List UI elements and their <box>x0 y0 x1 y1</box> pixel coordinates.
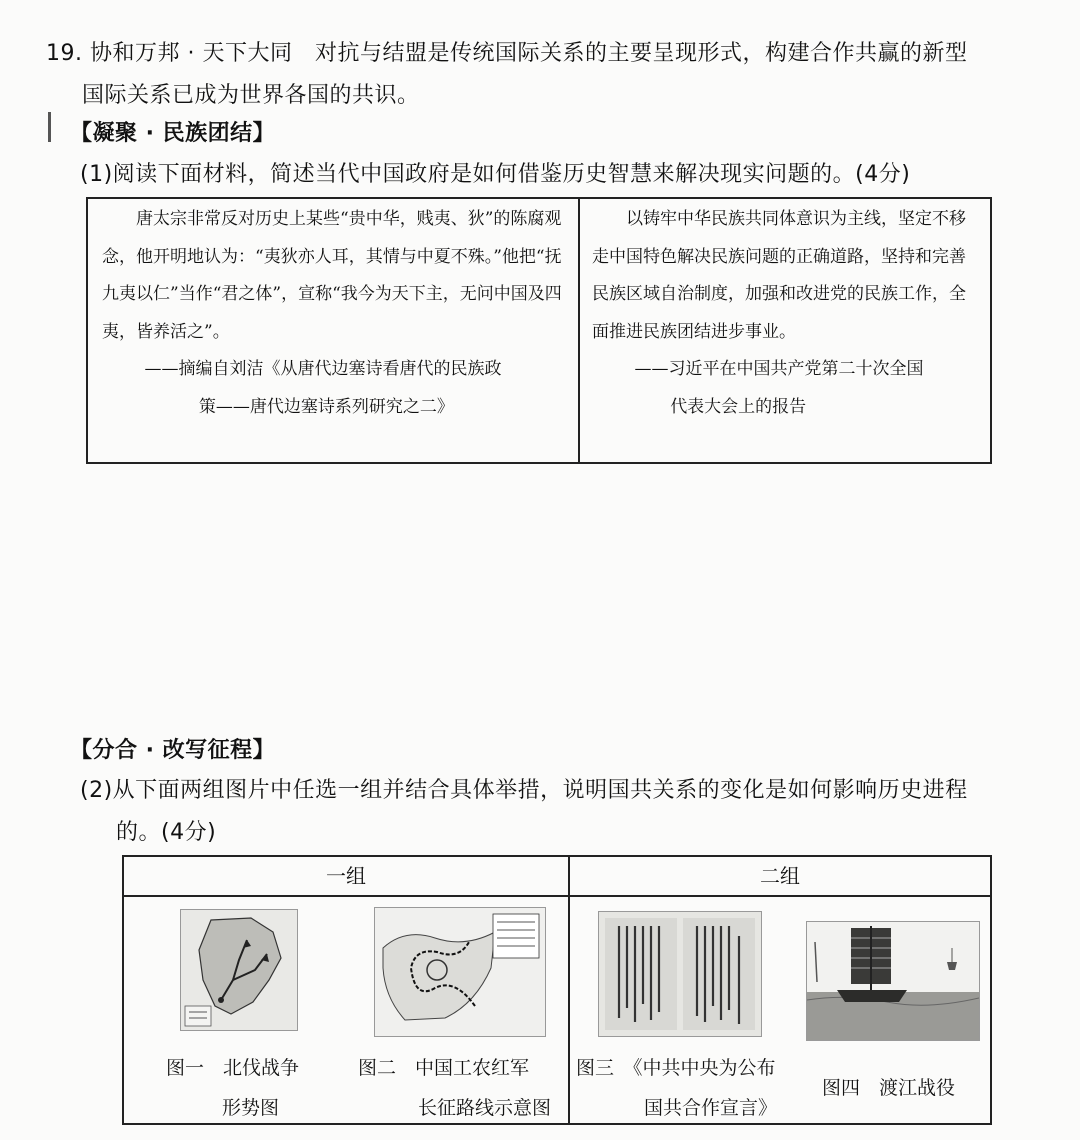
material-left-source-1: ——摘编自刘洁《从唐代边塞诗看唐代的民族政 <box>144 359 502 379</box>
material-right <box>592 199 982 462</box>
fig2-caption-2: 长征路线示意图 <box>418 1097 552 1119</box>
section1-prompt: (1)阅读下面材料，简述当代中国政府是如何借鉴历史智慧来解决现实问题的。(4分) <box>80 162 911 187</box>
material-divider <box>578 199 580 462</box>
question-title-line2: 国际关系已成为世界各国的共识。 <box>82 83 420 108</box>
fig4-photo-drawing <box>807 922 979 1040</box>
group2-label: 二组 <box>760 864 800 888</box>
fig4-caption: 图四 渡江战役 <box>822 1077 956 1099</box>
fig3-document-drawing <box>599 912 761 1036</box>
fig1-caption-2: 形势图 <box>222 1097 280 1119</box>
material-left <box>102 199 570 462</box>
fig3-caption-2: 国共合作宣言》 <box>644 1097 778 1119</box>
fig2-caption-1: 图二 中国工农红军 <box>358 1057 530 1079</box>
material-right-source-2: 代表大会上的报告 <box>670 396 807 417</box>
fig2-map-drawing <box>375 908 545 1036</box>
material-left-source-2: 策——唐代边塞诗系列研究之二》 <box>198 396 454 417</box>
group1-label: 一组 <box>326 864 366 888</box>
fig1-caption-1: 图一 北伐战争 <box>166 1057 300 1079</box>
section2-prompt-line1: (2)从下面两组图片中任选一组并结合具体举措，说明国共关系的变化是如何影响历史进程 <box>80 778 968 803</box>
fig3-document-image <box>598 911 762 1037</box>
material-left-text: 唐太宗非常反对历史上某些“贵中华，贱夷、狄”的陈腐观念，他开明地认为：“夷狄亦人耳，其情与中夏不殊。”他把“抚九夷以仁”当作“君之体”，宣称“我今为天下主，无问中国及四夷，皆养活之”。 <box>102 209 562 342</box>
material-right-source-1: ——习近平在中国共产党第二十次全国 <box>634 359 924 379</box>
section1-heading: 【凝聚 · 民族团结】 <box>70 121 276 146</box>
fig1-map-image <box>180 909 298 1031</box>
material-right-text: 以铸牢中华民族共同体意识为主线，坚定不移走中国特色解决民族问题的正确道路，坚持和完善民族区域自治制度，加强和改进党的民族工作，全面推进民族团结进步事业。 <box>592 209 966 342</box>
question-title-line1: 19. 协和万邦 · 天下大同 对抗与结盟是传统国际关系的主要呈现形式，构建合作共赢的新型 <box>46 41 968 66</box>
section2-prompt-line2: 的。(4分) <box>116 820 217 845</box>
fig3-caption-1: 图三 《中共中央为公布 <box>576 1057 776 1079</box>
fig4-photo-image <box>806 921 980 1041</box>
material-table <box>86 197 992 464</box>
picture-table-divider <box>568 857 570 1123</box>
picture-table <box>122 855 992 1125</box>
fig2-map-image <box>374 907 546 1037</box>
fig1-map-drawing <box>181 910 297 1030</box>
margin-mark <box>48 112 51 142</box>
section2-heading: 【分合 · 改写征程】 <box>70 738 276 763</box>
